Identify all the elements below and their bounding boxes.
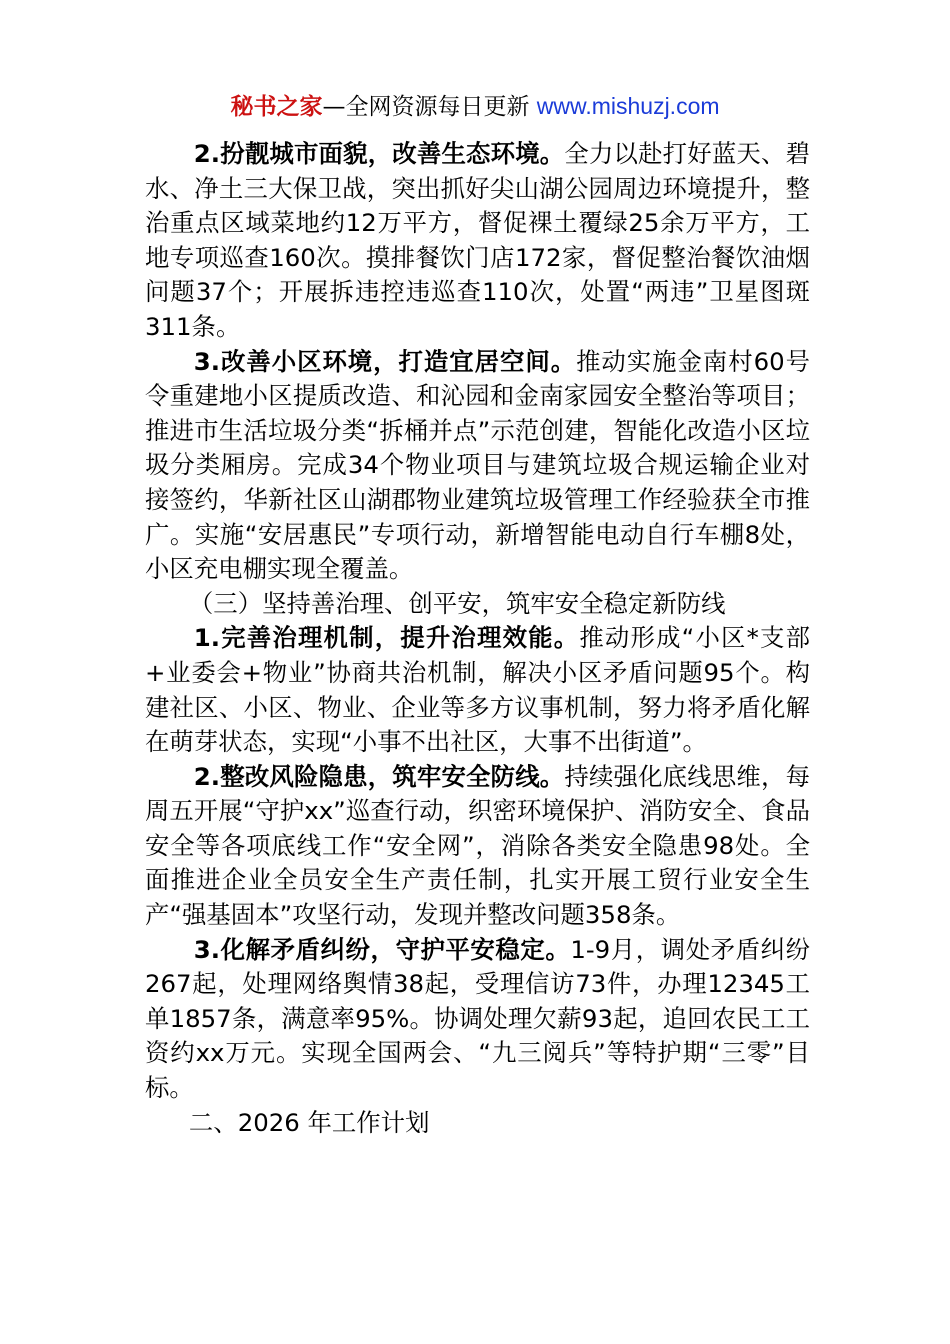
paragraph-beautify-city bbox=[145, 137, 810, 345]
section-heading-3: （三）坚持善治理、创平安，筑牢安全稳定新防线 bbox=[188, 588, 726, 618]
document-body bbox=[145, 137, 810, 1140]
paragraph-text: 持续强化底线思维，每周五开展“守护xx”巡查行动，织密环境保护、消防安全、食品安全等各项底线工作“安全网”，消除各类安全隐患98处。全面推进企业全员安全生产责任制，扎实开展工贸行业安全生产“强基固本”攻坚行动，发现并整改问题358条。 bbox=[145, 761, 810, 930]
site-brand: 秘书之家 bbox=[230, 94, 323, 120]
paragraph-lead: 2.整改风险隐患，筑牢安全防线。 bbox=[193, 761, 565, 791]
paragraph-text: 全力以赴打好蓝天、碧水、净土三大保卫战，突出抓好尖山湖公园周边环境提升，整治重点区域菜地约12万平方，督促裸土覆绿25余万平方，工地专项巡查160次。摸排餐饮门店172家，督促整治餐饮油烟问题37个；开展拆违控违巡查110次，处置“两违”卫星图斑311条。 bbox=[145, 139, 810, 341]
section-heading-plan-2026: 二、2026 年工作计划 bbox=[188, 1107, 430, 1137]
paragraph-lead: 3.化解矛盾纠纷，守护平安稳定。 bbox=[193, 934, 571, 964]
paragraph-dispute-resolution bbox=[145, 933, 810, 1106]
paragraph-community-environment bbox=[145, 345, 810, 587]
paragraph-text: 推动实施金南村60号令重建地小区提质改造、和沁园和金南家园安全整治等项目；推进市生活垃圾分类“拆桶并点”示范创建，智能化改造小区垃圾分类厢房。完成34个物业项目与建筑垃圾合规运输企业对接签约，华新社区山湖郡物业建筑垃圾管理工作经验获全市推广。实施“安居惠民”专项行动，新增智能电动自行车棚8处，小区充电棚实现全覆盖。 bbox=[145, 346, 810, 584]
paragraph-lead: 2.扮靓城市面貌，改善生态环境。 bbox=[193, 139, 565, 168]
site-url-link[interactable]: www.mishuzj.com bbox=[536, 93, 720, 119]
paragraph-lead: 1.完善治理机制，提升治理效能。 bbox=[193, 623, 580, 653]
paragraph-risk-rectification bbox=[145, 760, 810, 933]
paragraph-text: 推动形成“小区*支部+业委会+物业”协商共治机制，解决小区矛盾问题95个。构建社区、小区、物业、企业等多方议事机制，努力将矛盾化解在萌芽状态，实现“小事不出社区，大事不出街道”。 bbox=[145, 623, 810, 757]
site-slogan: —全网资源每日更新 bbox=[322, 94, 537, 120]
paragraph-text: 1-9月，调处矛盾纠纷267起，处理网络舆情38起，受理信访73件，办理12345工单1857条，满意率95%。协调处理欠薪93起，追回农民工工资约xx万元。实现全国两会、“九三阅兵”等特护期“三零”目标。 bbox=[145, 934, 810, 1103]
paragraph-governance-mechanism bbox=[145, 621, 810, 759]
site-header bbox=[0, 86, 950, 127]
paragraph-lead: 3.改善小区环境，打造宜居空间。 bbox=[193, 346, 577, 376]
